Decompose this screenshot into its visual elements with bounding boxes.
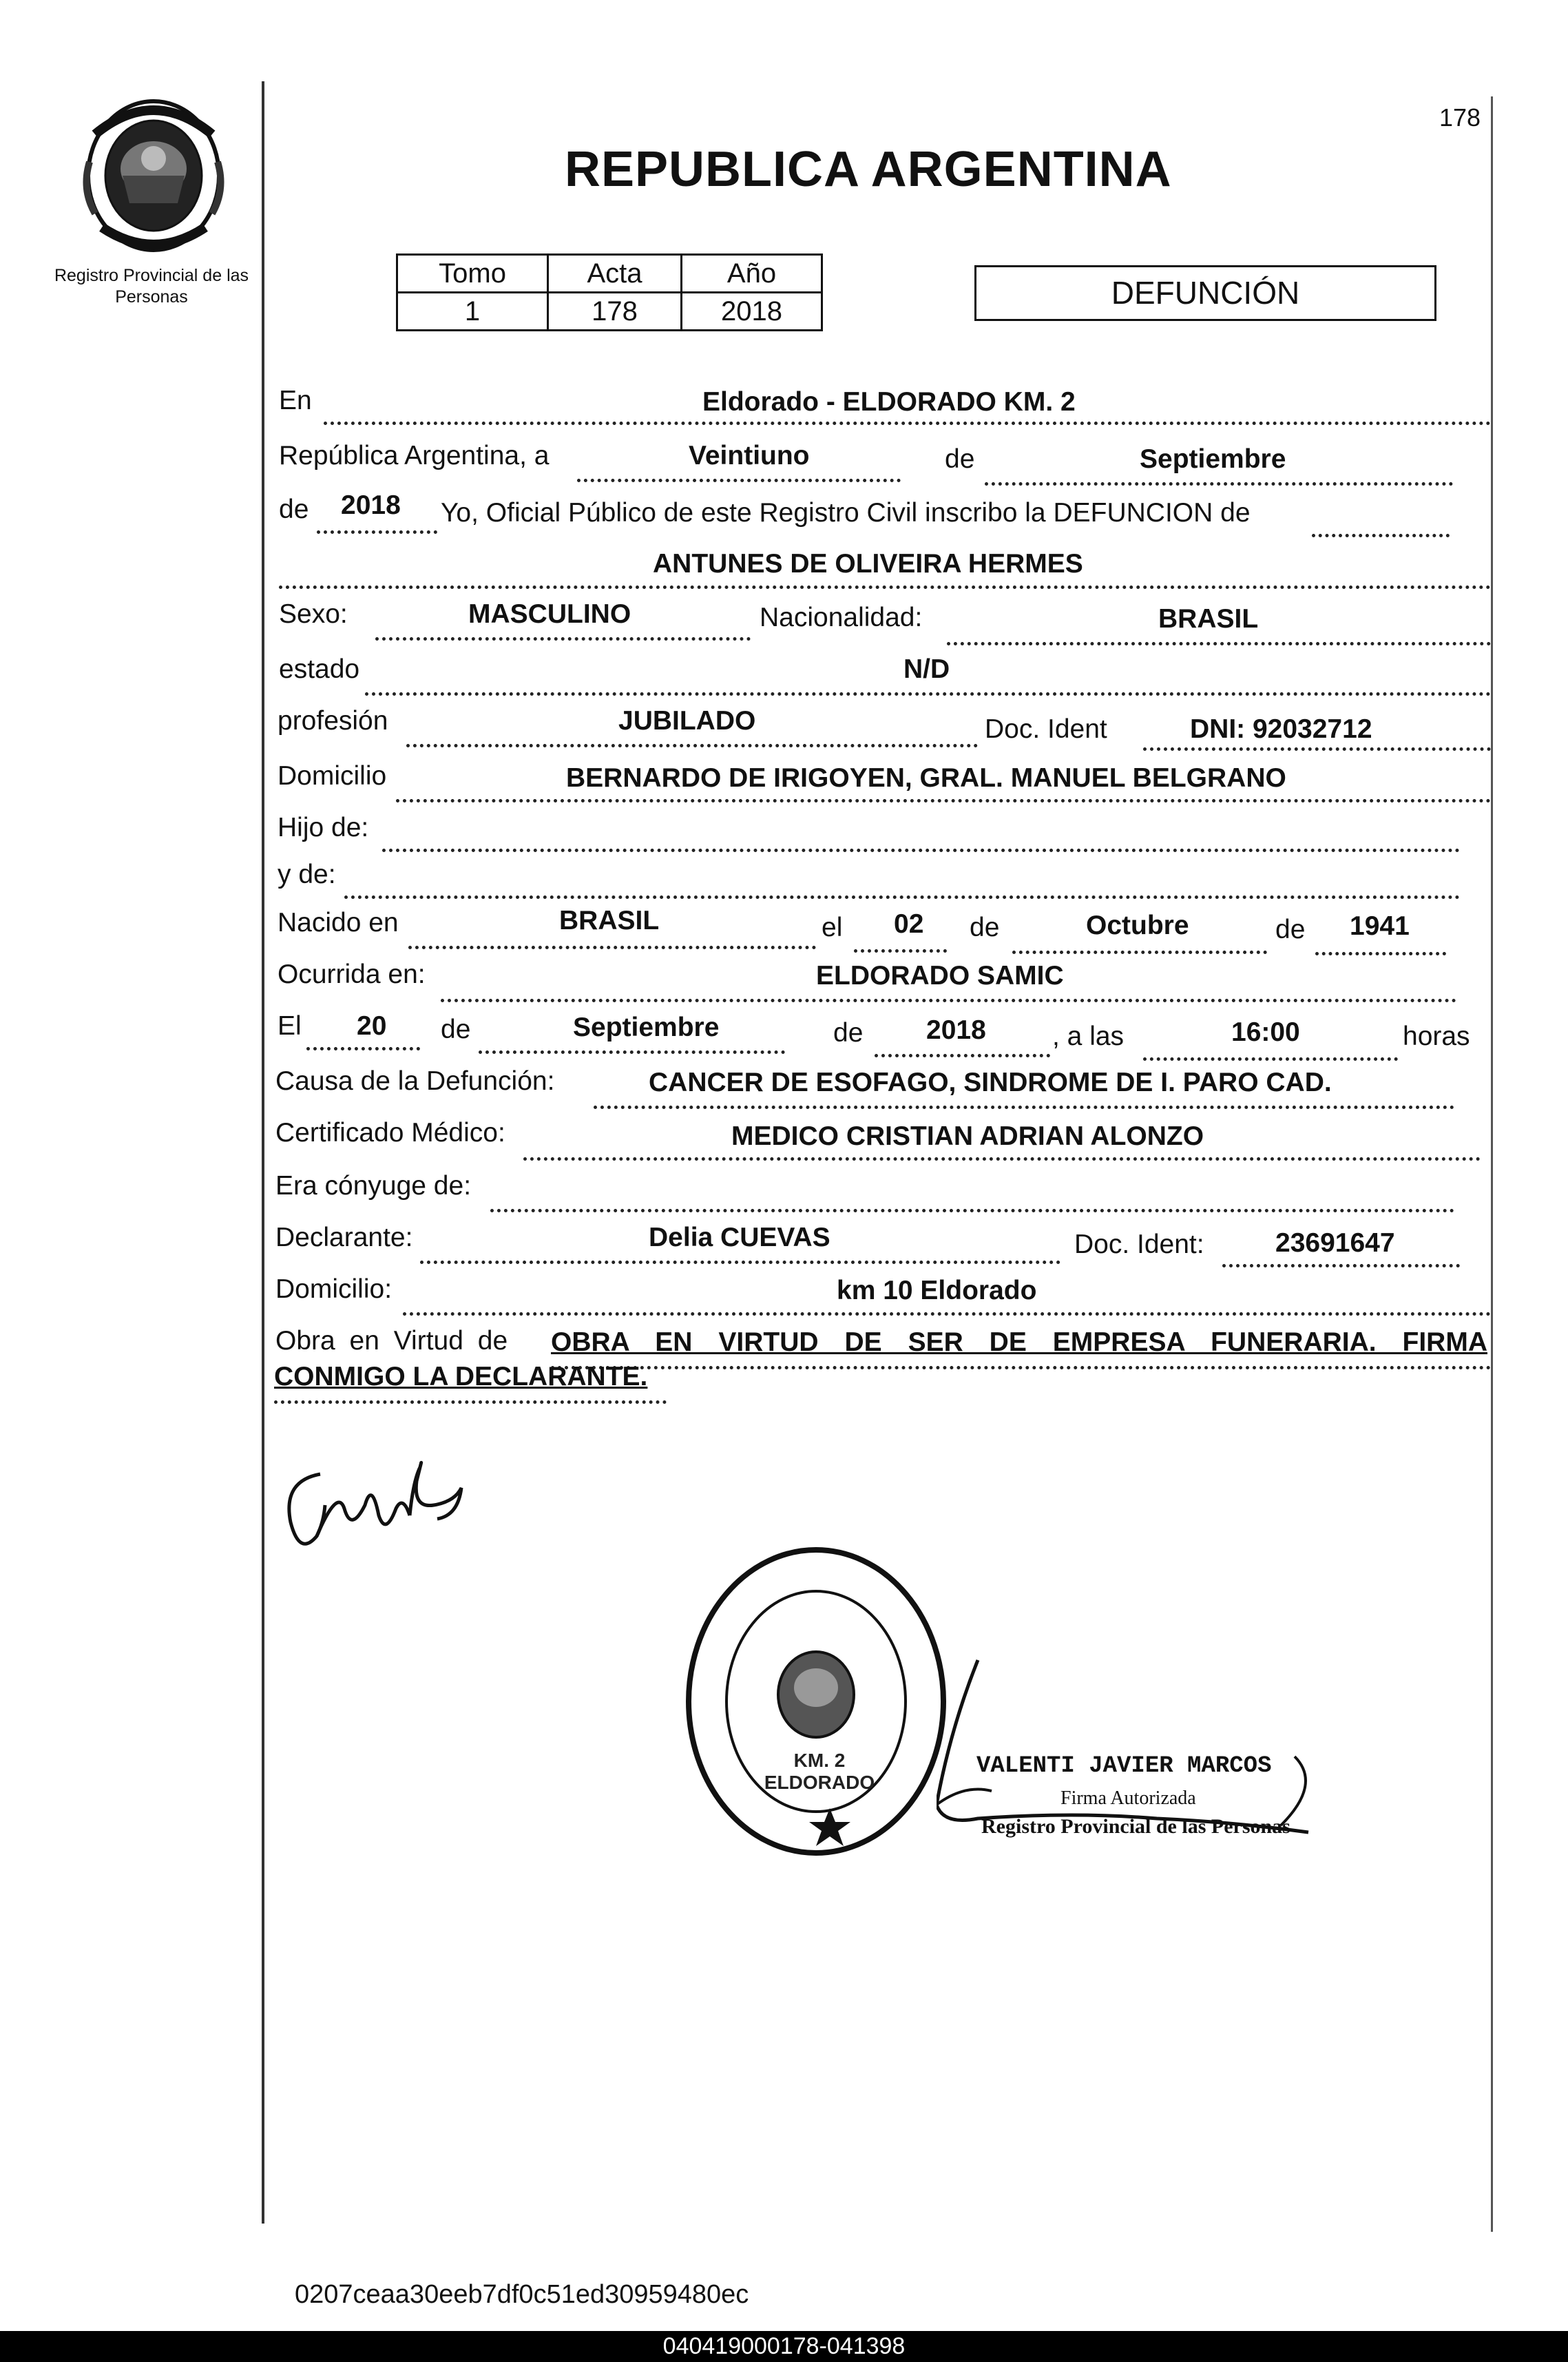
en-label: En — [279, 386, 312, 415]
page-number: 178 — [1439, 103, 1481, 132]
ano-header: Año — [682, 255, 822, 293]
en-value: Eldorado - ELDORADO KM. 2 — [702, 387, 1076, 417]
tomo-acta-ano-table — [396, 253, 823, 331]
acta-value: 178 — [548, 293, 682, 331]
right-margin-rule — [1491, 96, 1493, 2232]
month-value: Septiembre — [1140, 444, 1286, 474]
year-value: 2018 — [341, 490, 401, 520]
estado-label: estado — [279, 654, 360, 684]
estado-value: N/D — [903, 654, 950, 684]
death-time: 16:00 — [1231, 1017, 1300, 1047]
el-label-2: El — [278, 1011, 302, 1041]
nacionalidad-value: BRASIL — [1158, 604, 1259, 634]
nacido-value: BRASIL — [559, 906, 660, 935]
birth-day: 02 — [894, 909, 924, 939]
de-label-4: de — [1275, 915, 1306, 944]
de-label-3: de — [970, 913, 1000, 942]
nacido-label: Nacido en — [278, 908, 399, 937]
ano-value: 2018 — [682, 293, 822, 331]
left-margin-rule — [262, 81, 264, 2224]
seal-inner-text: KM. 2 ELDORADO — [764, 1750, 875, 1793]
country-title: REPUBLICA ARGENTINA — [565, 142, 1172, 197]
death-month: Septiembre — [573, 1013, 720, 1042]
death-day: 20 — [357, 1011, 387, 1041]
tomo-value: 1 — [397, 293, 548, 331]
declarante-value: Delia CUEVAS — [649, 1223, 830, 1252]
conyuge-label: Era cónyuge de: — [275, 1171, 472, 1201]
decl-doc-label: Doc. Ident: — [1074, 1230, 1204, 1259]
de-label-6: de — [833, 1018, 864, 1048]
causa-value: CANCER DE ESOFAGO, SINDROME DE I. PARO CAD. — [649, 1068, 1332, 1097]
birth-month: Octubre — [1086, 911, 1189, 940]
official-office: Registro Provincial de las Personas — [981, 1815, 1290, 1838]
horas-label: horas — [1403, 1022, 1470, 1051]
barcode-text: 040419000178-041398 — [662, 2333, 906, 2359]
acta-header: Acta — [548, 255, 682, 293]
certificado-label: Certificado Médico: — [275, 1118, 505, 1148]
domicilio-value: BERNARDO DE IRIGOYEN, GRAL. MANUEL BELGRANO — [566, 763, 1286, 793]
province-crest — [74, 93, 233, 255]
official-title: Firma Autorizada — [1060, 1788, 1196, 1809]
domicilio2-label: Domicilio: — [275, 1274, 393, 1304]
sexo-label: Sexo: — [279, 599, 348, 629]
profesion-value: JUBILADO — [618, 706, 756, 736]
obra-value-line2: CONMIGO LA DECLARANTE. — [274, 1362, 648, 1391]
de-label-1: de — [945, 444, 975, 474]
el-label: el — [822, 913, 843, 942]
obra-label: Obra en Virtud de — [275, 1326, 508, 1356]
hijo-label: Hijo de: — [278, 813, 369, 842]
birth-year: 1941 — [1350, 911, 1410, 941]
ocurrida-label: Ocurrida en: — [278, 960, 426, 989]
domicilio-label: Domicilio — [278, 761, 387, 791]
de-label-5: de — [441, 1015, 471, 1044]
ocurrida-value: ELDORADO SAMIC — [816, 961, 1064, 991]
domicilio2-value: km 10 Eldorado — [837, 1276, 1037, 1305]
declarante-label: Declarante: — [275, 1223, 413, 1252]
certificado-value: MEDICO CRISTIAN ADRIAN ALONZO — [731, 1121, 1204, 1151]
official-name: VALENTI JAVIER MARCOS — [976, 1753, 1272, 1779]
obra-value-line1: OBRA EN VIRTUD DE SER DE EMPRESA FUNERARIA. FIRMA — [551, 1327, 1487, 1357]
profesion-label: profesión — [278, 706, 388, 736]
oficial-text: Yo, Oficial Público de este Registro Civil inscribo la DEFUNCION de — [441, 498, 1251, 528]
registry-name: Registro Provincial de las Personas — [54, 266, 249, 307]
day-word: Veintiuno — [689, 441, 810, 470]
tomo-header: Tomo — [397, 255, 548, 293]
alas-label: , a las — [1052, 1022, 1125, 1051]
republica-label: República Argentina, a — [279, 441, 550, 470]
document-type-box: DEFUNCIÓN — [974, 265, 1436, 321]
doc-ident-value: DNI: 92032712 — [1190, 714, 1372, 744]
sexo-value: MASCULINO — [468, 599, 631, 629]
barcode-bar — [0, 2331, 1568, 2362]
death-year: 2018 — [926, 1015, 986, 1045]
de-label-2: de — [279, 495, 309, 524]
yde-label: y de: — [278, 860, 336, 889]
declarant-signature — [275, 1440, 482, 1564]
causa-label: Causa de la Defunción: — [275, 1066, 555, 1096]
deceased-name: ANTUNES DE OLIVEIRA HERMES — [653, 549, 1083, 579]
document-hash: 0207ceaa30eeb7df0c51ed30959480ec — [295, 2280, 749, 2309]
decl-doc-value: 23691647 — [1275, 1228, 1395, 1258]
doc-ident-label: Doc. Ident — [985, 714, 1107, 744]
nacionalidad-label: Nacionalidad: — [760, 603, 923, 632]
